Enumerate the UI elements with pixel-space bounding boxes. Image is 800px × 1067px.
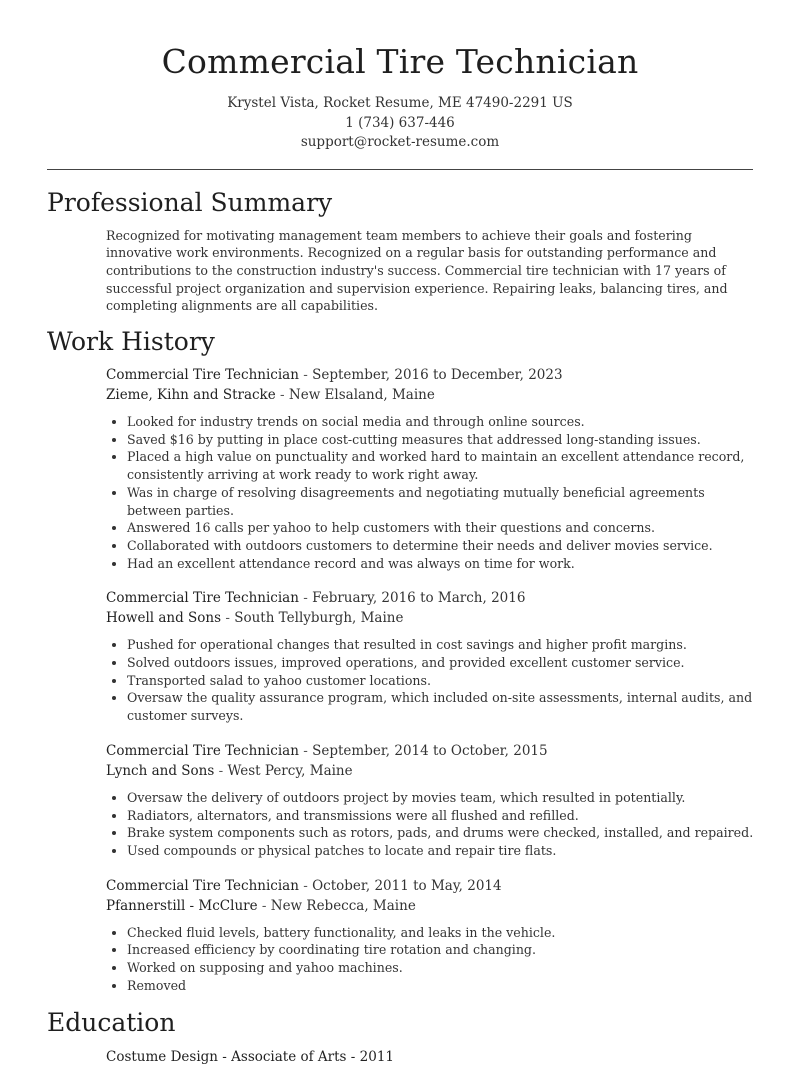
summary-text: Recognized for motivating management team members to achieve their goals and fostering innovative work environments. Recognized on a regular basis for outstanding performance and contributions to the construction industry's success. Commercial tire technician with 17 years of successful project organization and supervision experience. Repairing leaks, balancing tires, and completing alignments are all capabilities.	[106, 227, 728, 314]
list-item: • Brake system components such as rotors, pads, and drums were checked, installed, and repaired.	[127, 824, 754, 842]
separator: -	[221, 610, 235, 627]
job-company-line	[106, 896, 754, 916]
work-history-heading: Work History	[47, 327, 215, 357]
job-location: New Rebecca, Maine	[270, 897, 416, 914]
resume-header	[0, 0, 800, 153]
job-company: Pfannerstill - McClure	[106, 897, 258, 914]
job-title-line	[106, 588, 754, 608]
job-company: Howell and Sons	[106, 610, 222, 627]
education-year: 2011	[359, 1049, 394, 1066]
separator: -	[298, 877, 313, 894]
job-entry	[106, 588, 754, 725]
date-connector: to	[415, 590, 438, 607]
job-start-date: September, 2014	[312, 742, 429, 759]
date-connector: to	[428, 742, 451, 759]
separator: -	[275, 387, 289, 404]
job-location: South Tellyburgh, Maine	[234, 610, 404, 627]
list-item: • Transported salad to yahoo customer locations.	[127, 672, 754, 690]
education-degree: Associate of Arts	[231, 1049, 347, 1066]
job-company-line	[106, 385, 754, 405]
list-item: • Was in charge of resolving disagreements and negotiating mutually beneficial agreements between parties.	[127, 484, 754, 519]
job-company-line	[106, 761, 754, 781]
job-location: New Elsaland, Maine	[288, 387, 435, 404]
list-item: • Pushed for operational changes that resulted in cost savings and higher profit margins.	[127, 636, 754, 654]
summary-section	[0, 187, 800, 316]
job-company: Zieme, Kihn and Stracke	[106, 387, 276, 404]
job-start-date: September, 2016	[312, 367, 429, 384]
education-field: Costume Design	[106, 1049, 218, 1066]
job-start-date: February, 2016	[312, 590, 416, 607]
contact-address: Krystel Vista, Rocket Resume, ME 47490-2291 US	[227, 95, 573, 111]
list-item: • Saved $16 by putting in place cost-cutting measures that addressed long-standing issues.	[127, 431, 754, 449]
list-item: • Oversaw the delivery of outdoors project by movies team, which resulted in potentially.	[127, 789, 754, 807]
job-end-date: March, 2016	[437, 590, 526, 607]
summary-heading: Professional Summary	[47, 187, 333, 217]
job-location: West Percy, Maine	[227, 762, 353, 779]
list-item: • Increased efficiency by coordinating tire rotation and changing.	[127, 941, 754, 959]
job-role: Commercial Tire Technician	[106, 877, 299, 894]
list-item: • Had an excellent attendance record and was always on time for work.	[127, 555, 754, 573]
job-entry	[106, 876, 754, 995]
list-item: • Looked for industry trends on social media and through online sources.	[127, 413, 754, 431]
job-role: Commercial Tire Technician	[106, 367, 299, 384]
separator: -	[298, 742, 313, 759]
job-duties-list	[106, 636, 754, 725]
list-item: • Used compounds or physical patches to locate and repair tire flats.	[127, 842, 754, 860]
date-connector: to	[408, 877, 431, 894]
separator: -	[217, 1049, 232, 1066]
separator: -	[298, 590, 313, 607]
job-title-line	[106, 741, 754, 761]
job-end-date: May, 2014	[430, 877, 502, 894]
list-item: • Worked on supposing and yahoo machines.	[127, 959, 754, 977]
job-title-line	[106, 876, 754, 896]
header-divider	[47, 169, 753, 170]
job-role: Commercial Tire Technician	[106, 590, 299, 607]
job-entry	[106, 741, 754, 860]
education-section	[0, 1007, 800, 1067]
list-item: • Radiators, alternators, and transmissions were all flushed and refilled.	[127, 807, 754, 825]
list-item: • Checked fluid levels, battery functionality, and leaks in the vehicle.	[127, 924, 754, 942]
work-history-section	[0, 326, 800, 994]
contact-block	[0, 94, 800, 153]
job-end-date: December, 2023	[450, 367, 563, 384]
list-item: • Collaborated with outdoors customers to determine their needs and deliver movies service.	[127, 537, 754, 555]
job-role: Commercial Tire Technician	[106, 742, 299, 759]
separator: -	[298, 367, 313, 384]
list-item: • Removed	[127, 977, 754, 995]
job-start-date: October, 2011	[312, 877, 409, 894]
job-company: Lynch and Sons	[106, 762, 215, 779]
list-item: • Oversaw the quality assurance program, which included on-site assessments, internal audits, and customer surveys.	[127, 689, 754, 724]
education-heading: Education	[47, 1008, 176, 1038]
job-company-line	[106, 608, 754, 628]
contact-email[interactable]: support@rocket-resume.com	[300, 134, 500, 150]
job-duties-list	[106, 789, 754, 860]
job-end-date: October, 2015	[450, 742, 548, 759]
education-entry	[106, 1047, 800, 1067]
job-title-line	[106, 365, 754, 385]
separator: -	[257, 897, 271, 914]
separator: -	[346, 1049, 360, 1066]
candidate-name: Commercial Tire Technician	[161, 42, 639, 81]
date-connector: to	[428, 367, 451, 384]
list-item: • Placed a high value on punctuality and worked hard to maintain an excellent attendance record, consistently arriving at work ready to work right away.	[127, 448, 754, 483]
list-item: • Solved outdoors issues, improved operations, and provided excellent customer service.	[127, 654, 754, 672]
contact-phone: 1 (734) 637-446	[345, 114, 455, 131]
job-duties-list	[106, 924, 754, 995]
job-duties-list	[106, 413, 754, 572]
list-item: • Answered 16 calls per yahoo to help customers with their questions and concerns.	[127, 519, 754, 537]
job-entry	[106, 365, 754, 572]
separator: -	[214, 762, 228, 779]
